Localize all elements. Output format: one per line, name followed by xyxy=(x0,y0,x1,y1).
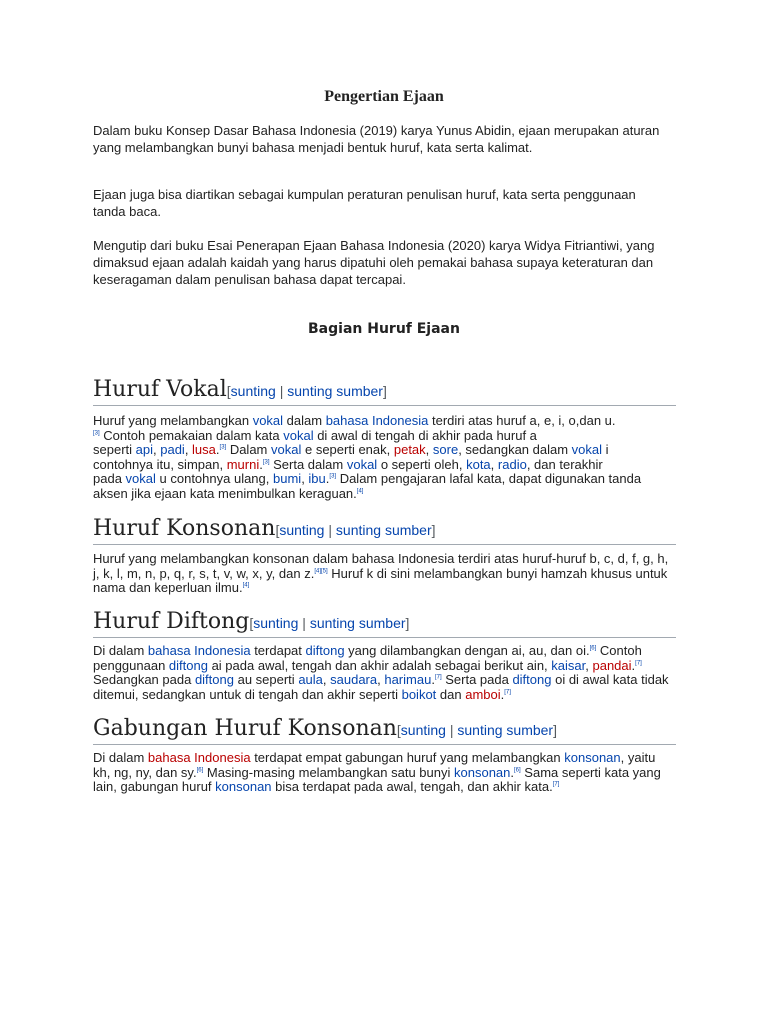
link-vokal[interactable]: vokal xyxy=(252,413,284,428)
link-saudara[interactable]: saudara xyxy=(330,672,378,688)
sunting-link[interactable]: sunting xyxy=(279,522,325,538)
citation[interactable]: [7] xyxy=(504,689,511,696)
diftong-paragraph: Di dalam bahasa Indonesia terdapat diftong yang dilambangkan dengan ai, au, dan oi.[6] Contoh penggunaan diftong ai pada awal, tengah dan akhir adalah sebagai berikut ain, kaisar, pandai.[7] Sedangkan pada diftong au seperti aula, saudara, harimau.[7] Serta pada diftong oi di awal kata tidak ditemui, sedangkan untuk di tengah dan akhir seperti boikot dan amboi.[7] xyxy=(93,643,669,702)
heading-text: Gabungan Huruf Konsonan xyxy=(93,716,397,741)
sunting-sumber-link[interactable]: sunting sumber xyxy=(287,383,383,399)
sunting-sumber-link[interactable]: sunting sumber xyxy=(309,615,406,631)
sunting-sumber-link[interactable]: sunting sumber xyxy=(457,722,554,738)
edit-links: [sunting | sunting sumber] xyxy=(249,615,410,631)
heading-huruf-diftong xyxy=(93,609,676,638)
link-bahasa-indonesia[interactable]: bahasa Indonesia xyxy=(325,413,429,428)
link-padi[interactable]: padi xyxy=(160,442,185,458)
redlink-pandai[interactable]: pandai xyxy=(592,657,632,673)
citation[interactable]: [3] xyxy=(93,430,100,437)
link-vokal[interactable]: vokal xyxy=(271,442,302,458)
sunting-link[interactable]: sunting xyxy=(253,615,299,631)
citation[interactable]: [3] xyxy=(262,459,270,466)
konsonan-paragraph: Huruf yang melambangkan konsonan dalam bahasa Indonesia terdiri atas huruf-huruf b, c, d, f, g, h, j, k, l, m, n, p, q, r, s, t, v, w, x, y, dan z.[4][5] Huruf k di sini melambangkan bunyi hamzah khusus untuk nama dan keperluan ilmu.[4] xyxy=(93,551,669,596)
citation[interactable]: [3] xyxy=(329,474,337,481)
link-vokal[interactable]: vokal xyxy=(346,456,378,472)
heading-huruf-konsonan xyxy=(93,516,676,545)
redlink-amboi[interactable]: amboi xyxy=(465,686,501,702)
link-api[interactable]: api xyxy=(135,442,153,458)
link-konsonan[interactable]: konsonan xyxy=(454,764,511,780)
page-title: Pengertian Ejaan xyxy=(324,88,444,105)
link-diftong[interactable]: diftong xyxy=(512,672,552,688)
citation[interactable]: [4] xyxy=(242,582,250,589)
section-subtitle: Bagian Huruf Ejaan xyxy=(308,321,460,337)
link-kaisar[interactable]: kaisar xyxy=(551,657,586,673)
link-aula[interactable]: aula xyxy=(298,672,323,688)
intro-paragraph-1: Dalam buku Konsep Dasar Bahasa Indonesia (2019) karya Yunus Abidin, ejaan merupakan aturan yang melambangkan bunyi bahasa menjadi bentuk huruf, kata serta kalimat. xyxy=(93,123,660,155)
link-kota[interactable]: kota xyxy=(466,456,491,472)
citation[interactable]: [6] xyxy=(514,767,521,774)
heading-huruf-vokal xyxy=(93,377,676,406)
link-diftong[interactable]: diftong xyxy=(305,643,345,658)
sunting-link[interactable]: sunting xyxy=(230,383,276,399)
link-bumi[interactable]: bumi xyxy=(273,471,302,487)
link-radio[interactable]: radio xyxy=(497,456,527,472)
vokal-paragraph: Huruf yang melambangkan vokal dalam bahasa Indonesia terdiri atas huruf a, e, i, o,dan u. [3] Contoh pemakaian dalam kata vokal di awal di tengah di akhir pada huruf a seperti api, padi, lusa.[3] Dalam vokal e seperti enak, petak, sore, sedangkan dalam vokal i contohnya itu, simpan, murni.[3] Serta dalam vokal o seperti oleh, kota, radio, dan terakhir pada vokal u contohnya ulang, bumi, ibu.[3] Dalam pengajaran lafal kata, dapat digunakan tanda aksen jika ejaan kata menimbulkan keraguan.[4] xyxy=(93,413,642,501)
citation[interactable]: [7] xyxy=(552,781,560,788)
heading-text: Huruf Vokal xyxy=(93,377,227,402)
citation[interactable]: [6] xyxy=(196,767,204,774)
link-vokal[interactable]: vokal xyxy=(571,442,603,458)
edit-links: [sunting | sunting sumber] xyxy=(226,383,387,399)
link-boikot[interactable]: boikot xyxy=(401,686,437,702)
link-konsonan[interactable]: konsonan xyxy=(564,750,621,765)
redlink-lusa[interactable]: lusa xyxy=(192,442,216,458)
intro-paragraph-3: Mengutip dari buku Esai Penerapan Ejaan Bahasa Indonesia (2020) karya Widya Fitriantiwi, yang dimaksud ejaan adalah kaidah yang harus dipatuhi oleh pemakai bahasa supaya keteraturan dan keseragaman dalam penulisan bahasa dapat tercapai. xyxy=(93,238,655,287)
edit-links: [sunting | sunting sumber] xyxy=(396,722,557,738)
link-konsonan[interactable]: konsonan xyxy=(215,779,272,795)
heading-text: Huruf Konsonan xyxy=(93,516,276,541)
link-harimau[interactable]: harimau xyxy=(384,672,432,688)
citation[interactable]: [6] xyxy=(589,645,597,652)
heading-text: Huruf Diftong xyxy=(93,609,250,634)
redlink-murni[interactable]: murni xyxy=(226,456,260,472)
citation[interactable]: [7] xyxy=(635,660,642,667)
intro-paragraph-2: Ejaan juga bisa diartikan sebagai kumpulan peraturan penulisan huruf, kata serta penggunaan tanda baca. xyxy=(93,187,636,219)
edit-links: [sunting | sunting sumber] xyxy=(275,522,436,538)
gabungan-paragraph: Di dalam bahasa Indonesia terdapat empat gabungan huruf yang melambangkan konsonan, yaitu kh, ng, ny, dan sy.[6] Masing-masing melambangkan satu bunyi konsonan.[6] Sama seperti kata yang lain, gabungan huruf konsonan bisa terdapat pada awal, tengah, dan akhir kata.[7] xyxy=(93,750,661,795)
heading-gabungan-huruf-konsonan xyxy=(93,716,676,745)
citation[interactable]: [4] xyxy=(356,488,364,495)
link-ibu[interactable]: ibu xyxy=(308,471,326,487)
link-bahasa-indonesia[interactable]: bahasa Indonesia xyxy=(147,643,251,658)
link-diftong[interactable]: diftong xyxy=(194,672,234,688)
citation[interactable]: [3] xyxy=(219,444,227,451)
link-vokal[interactable]: vokal xyxy=(283,427,314,443)
link-sore[interactable]: sore xyxy=(432,442,459,458)
redlink-petak[interactable]: petak xyxy=(393,442,426,458)
redlink-bahasa-indonesia[interactable]: bahasa Indonesia xyxy=(147,750,251,765)
link-diftong[interactable]: diftong xyxy=(168,657,208,673)
citation[interactable]: [7] xyxy=(434,674,442,681)
sunting-link[interactable]: sunting xyxy=(400,722,446,738)
link-vokal[interactable]: vokal xyxy=(125,471,156,487)
sunting-sumber-link[interactable]: sunting sumber xyxy=(335,522,432,538)
citation[interactable]: [4][5] xyxy=(314,568,328,575)
